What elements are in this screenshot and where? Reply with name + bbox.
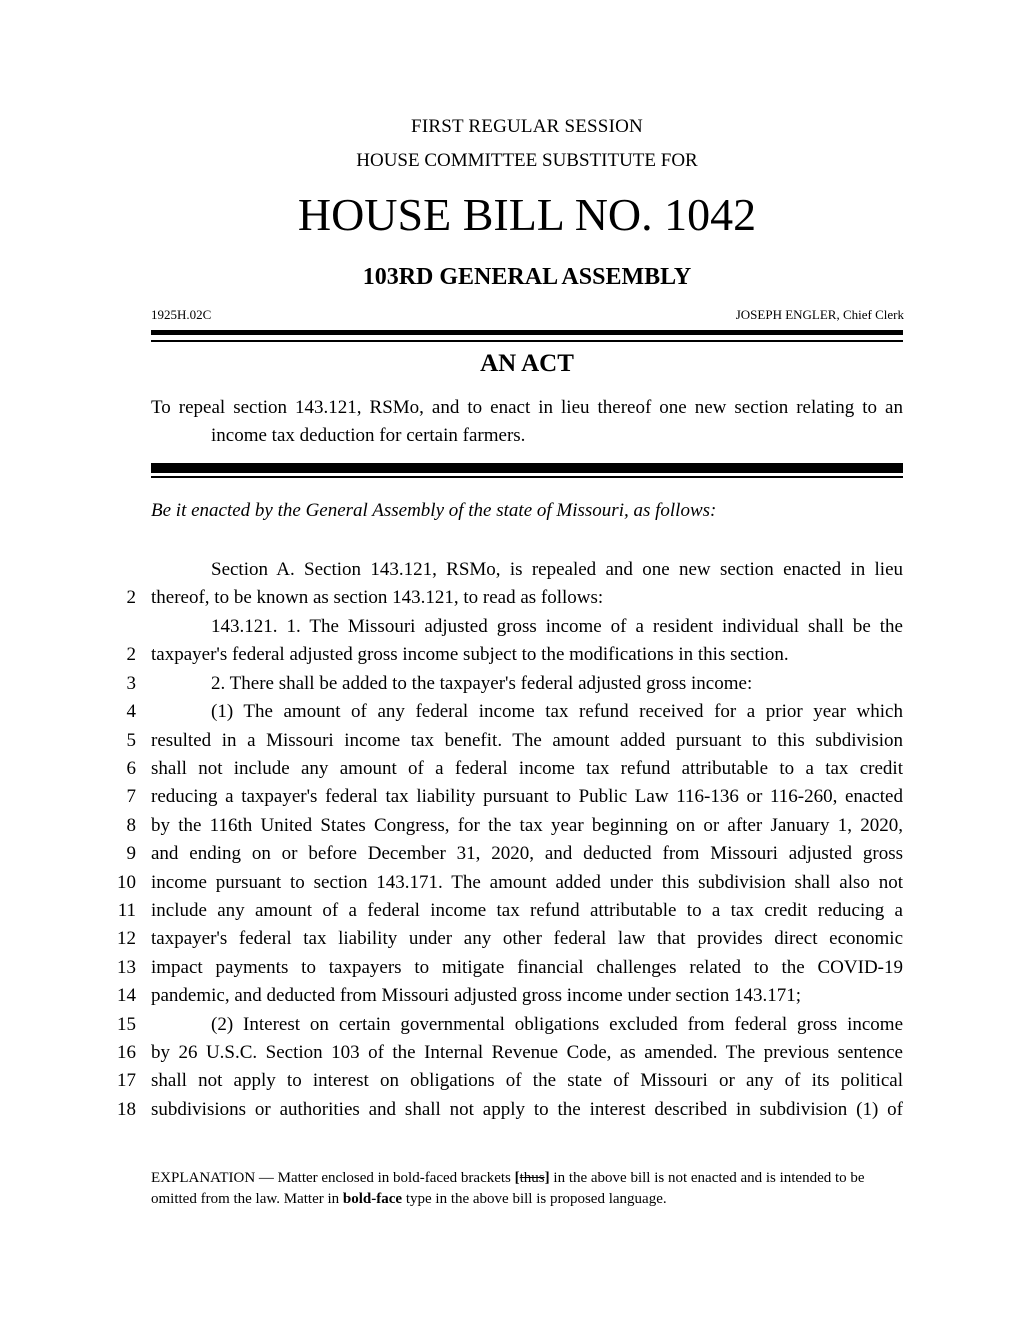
line-number: 10 — [117, 872, 136, 893]
line-number: 7 — [126, 786, 136, 807]
bill-text-line: reducing a taxpayer's federal tax liability pursuant to Public Law 116-136 or 116-260, enacted — [151, 786, 903, 807]
line-number: 5 — [126, 730, 136, 751]
bill-text-line: shall not apply to interest on obligations of the state of Missouri or any of its political — [151, 1070, 903, 1091]
footer-bracket-close: ] — [544, 1170, 550, 1186]
header-rule — [151, 330, 903, 335]
bill-text-line: 2. There shall be added to the taxpayer's federal adjusted gross income: — [211, 673, 753, 694]
header-rule-secondary — [151, 340, 903, 342]
bill-text-line: taxpayer's federal tax liability under any other federal law that provides direct economic — [151, 928, 903, 949]
line-number: 16 — [117, 1042, 136, 1063]
act-purpose — [151, 394, 903, 450]
footer-text-2: in the above bill is not enacted and is intended to be omitted from the law. Matter in — [151, 1170, 865, 1207]
footer-text-3: type in the above bill is proposed language. — [402, 1191, 667, 1207]
bill-text-line: Section A. Section 143.121, RSMo, is repealed and one new section enacted in lieu — [211, 559, 903, 580]
act-rule-secondary — [151, 476, 903, 478]
line-number: 6 — [126, 758, 136, 779]
footer-bracket-open: [ — [514, 1170, 520, 1186]
line-number: 12 — [117, 928, 136, 949]
bill-text-line: income pursuant to section 143.171. The amount added under this subdivision shall also not — [151, 872, 903, 893]
bill-text-line: taxpayer's federal adjusted gross income subject to the modifications in this section. — [151, 644, 789, 665]
act-purpose-line-2: income tax deduction for certain farmers. — [211, 425, 526, 446]
line-number: 17 — [117, 1070, 136, 1091]
footer-boldface: bold-face — [342, 1191, 403, 1207]
act-heading: AN ACT — [480, 350, 574, 377]
line-number: 4 — [126, 701, 136, 722]
footer-struck-text: thus — [519, 1170, 545, 1186]
bill-text-line: subdivisions or authorities and shall not apply to the interest described in subdivision (1) of — [151, 1099, 903, 1120]
bill-text-line: by the 116th United States Congress, for the tax year beginning on or after January 1, 2020, — [151, 815, 903, 836]
line-number: 2 — [126, 644, 136, 665]
assembly-label: 103RD GENERAL ASSEMBLY — [362, 264, 692, 290]
act-rule — [151, 463, 903, 473]
bill-text-line: shall not include any amount of a federal income tax refund attributable to a tax credit — [151, 758, 903, 779]
chief-clerk: JOSEPH ENGLER, Chief Clerk — [735, 307, 904, 322]
bill-text-line: include any amount of a federal income tax refund attributable to a tax credit reducing a — [151, 900, 903, 921]
bill-text-line: and ending on or before December 31, 2020, and deducted from Missouri adjusted gross — [151, 843, 903, 864]
footer-text-1: EXPLANATION — Matter enclosed in bold-faced brackets — [151, 1170, 515, 1186]
session-label: FIRST REGULAR SESSION — [411, 116, 643, 137]
bill-text-line: resulted in a Missouri income tax benefit. The amount added pursuant to this subdivision — [151, 730, 903, 751]
bill-text-line: by 26 U.S.C. Section 103 of the Internal Revenue Code, as amended. The previous sentence — [151, 1042, 903, 1063]
line-number: 9 — [126, 843, 136, 864]
act-purpose-line-1: To repeal section 143.121, RSMo, and to enact in lieu thereof one new section relating to an — [151, 397, 903, 418]
line-number: 13 — [117, 957, 136, 978]
line-number: 14 — [117, 985, 136, 1006]
line-number: 3 — [126, 673, 136, 694]
bill-code: 1925H.02C — [151, 307, 212, 322]
line-number: 2 — [126, 587, 136, 608]
bill-text-line: (1) The amount of any federal income tax refund received for a prior year which — [211, 701, 903, 722]
substitute-label: HOUSE COMMITTEE SUBSTITUTE FOR — [356, 150, 698, 171]
bill-text-line: impact payments to taxpayers to mitigate financial challenges related to the COVID-19 — [151, 957, 903, 978]
explanation-footer — [151, 1168, 903, 1210]
bill-text-line: 143.121. 1. The Missouri adjusted gross income of a resident individual shall be the — [211, 616, 903, 637]
bill-text-line: (2) Interest on certain governmental obligations excluded from federal gross income — [211, 1014, 903, 1035]
line-number: 11 — [117, 900, 136, 921]
line-number: 15 — [117, 1014, 136, 1035]
bill-title: HOUSE BILL NO. 1042 — [297, 189, 757, 240]
line-number: 18 — [117, 1099, 136, 1120]
enacting-clause: Be it enacted by the General Assembly of the state of Missouri, as follows: — [151, 500, 717, 521]
bill-text-line: thereof, to be known as section 143.121, to read as follows: — [151, 587, 604, 608]
line-number: 8 — [126, 815, 136, 836]
bill-text-line: pandemic, and deducted from Missouri adjusted gross income under section 143.171; — [151, 985, 802, 1006]
